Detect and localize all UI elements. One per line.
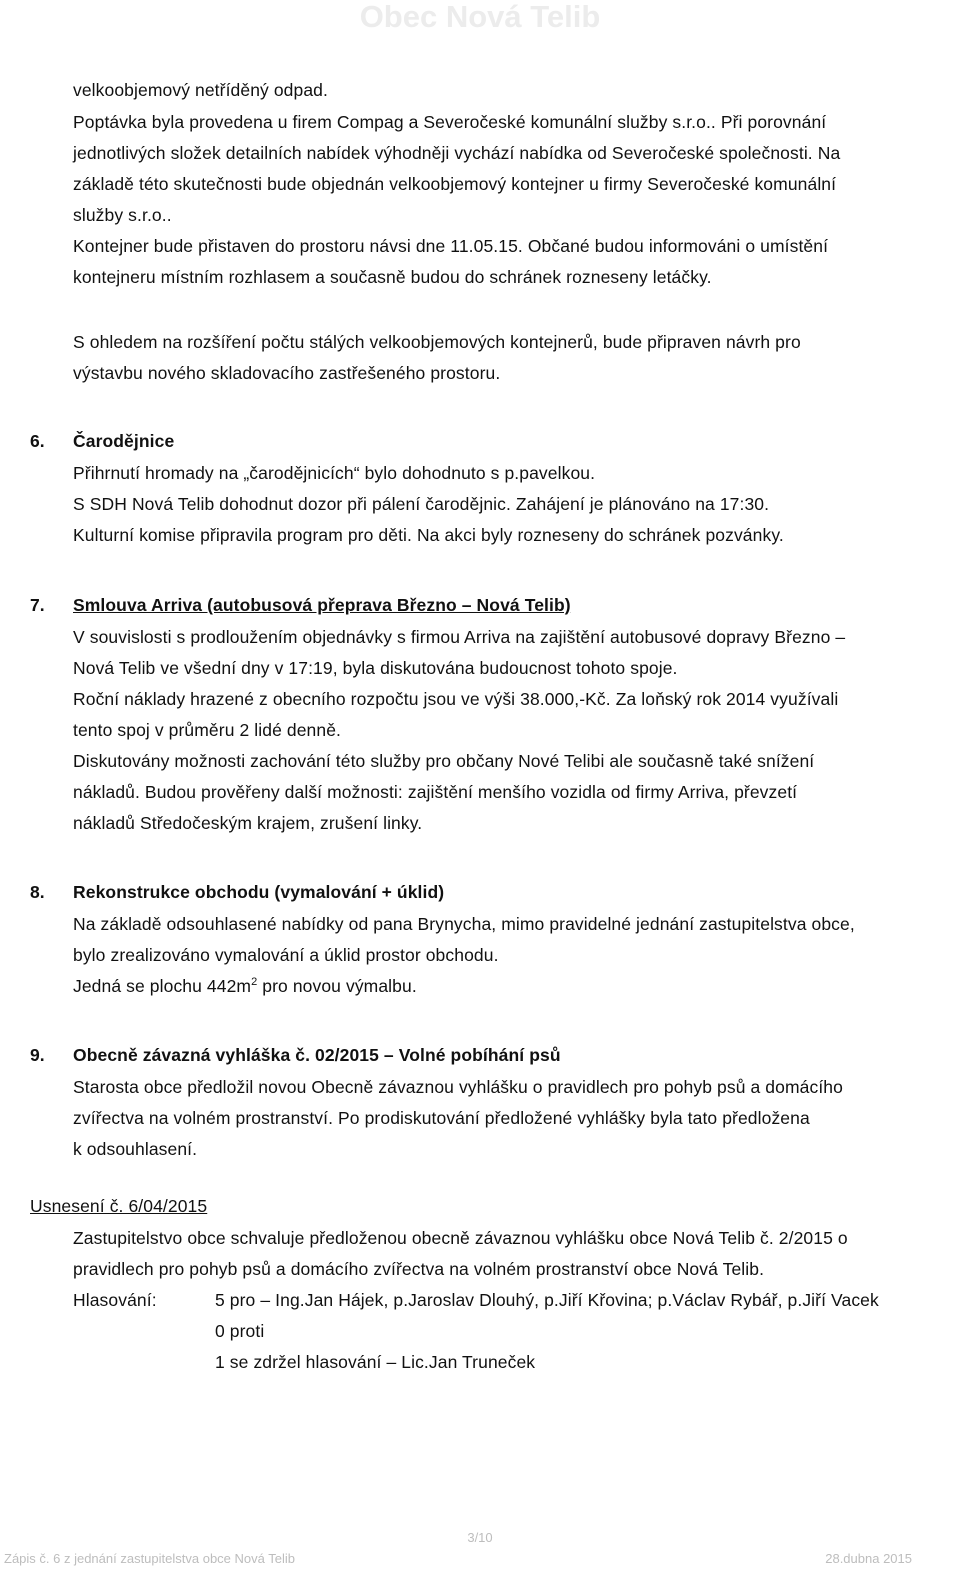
section-6-title: Čarodějnice <box>73 431 175 451</box>
vote-against: 0 proti <box>215 1321 265 1341</box>
section-9-title: Obecně závazná vyhláška č. 02/2015 – Volné pobíhání psů <box>73 1045 561 1065</box>
intro-line-9: výstavbu nového skladovacího zastřešeného prostoru. <box>73 363 501 383</box>
section-9-line-1: Starosta obce předložil novou Obecně závaznou vyhlášku o pravidlech pro pohyb psů a domácího <box>73 1077 843 1097</box>
intro-line-7: kontejneru místním rozhlasem a současně budou do schránek rozneseny letáčky. <box>73 267 712 287</box>
page-header-title: Obec Nová Telib <box>359 0 601 34</box>
section-8-title: Rekonstrukce obchodu (vymalování + úklid) <box>73 882 445 902</box>
intro-line-4: základě této skutečnosti bude objednán velkoobjemový kontejner u firmy Severočeské komunální <box>73 174 837 194</box>
section-7-number: 7. <box>30 595 45 615</box>
section-8-line-1: Na základě odsouhlasené nabídky od pana Brynycha, mimo pravidelné jednání zastupitelstva obce, <box>73 914 855 934</box>
page-number: 3/10 <box>467 1530 493 1545</box>
section-7-line-4: tento spoj v průměru 2 lidé denně. <box>73 720 342 740</box>
intro-line-1: velkoobjemový netříděný odpad. <box>73 80 328 100</box>
section-7-line-1: V souvislosti s prodloužením objednávky s firmou Arriva na zajištění autobusové dopravy Březno – <box>73 627 846 647</box>
intro-line-3: jednotlivých složek detailních nabídek výhodněji vychází nabídka od Severočeské společnosti. Na <box>73 143 841 163</box>
section-6-line-1: Přihrnutí hromady na „čarodějnicích“ bylo dohodnuto s p.pavelkou. <box>73 463 596 483</box>
section-7-line-3: Roční náklady hrazené z obecního rozpočtu jsou ve výši 38.000,-Kč. Za loňský rok 2014 využívali <box>73 689 839 709</box>
resolution-title: Usnesení č. 6/04/2015 <box>30 1196 208 1216</box>
section-6-line-2: S SDH Nová Telib dohodnut dozor při pálení čarodějnic. Zahájení je plánováno na 17:30. <box>73 494 770 514</box>
resolution-line-2: pravidlech pro pohyb psů a domácího zvířectva na volném prostranství obce Nová Telib. <box>73 1259 765 1279</box>
footer-left: Zápis č. 6 z jednání zastupitelstva obce Nová Telib <box>4 1551 295 1566</box>
section-7-line-5: Diskutovány možnosti zachování této služby pro občany Nové Telibi ale současně také snížení <box>73 751 815 771</box>
intro-line-6: Kontejner bude přistaven do prostoru návsi dne 11.05.15. Občané budou informováni o umístění <box>73 236 829 256</box>
intro-line-8: S ohledem na rozšíření počtu stálých velkoobjemových kontejnerů, bude připraven návrh pro <box>73 332 801 352</box>
section-8-line-3 <box>73 975 417 997</box>
vote-for: 5 pro – Ing.Jan Hájek, p.Jaroslav Dlouhý, p.Jiří Křovina; p.Václav Rybář, p.Jiří Vacek <box>215 1290 879 1310</box>
section-8-number: 8. <box>30 882 45 902</box>
section-7-line-2: Nová Telib ve všední dny v 17:19, byla diskutována budoucnost tohoto spoje. <box>73 658 678 678</box>
intro-line-5: služby s.r.o.. <box>73 205 172 225</box>
area-superscript: 2 <box>251 976 258 989</box>
section-7-line-7: nákladů Středočeským krajem, zrušení linky. <box>73 813 423 833</box>
vote-label: Hlasování: <box>73 1290 157 1310</box>
intro-line-2: Poptávka byla provedena u firem Compag a Severočeské komunální služby s.r.o.. Při porovnání <box>73 112 827 132</box>
area-text-end: pro novou výmalbu. <box>257 976 417 996</box>
footer-date: 28.dubna 2015 <box>825 1551 912 1566</box>
section-6-number: 6. <box>30 431 45 451</box>
section-6-line-3: Kulturní komise připravila program pro děti. Na akci byly rozneseny do schránek pozvánky. <box>73 525 784 545</box>
vote-abstain: 1 se zdržel hlasování – Lic.Jan Truneček <box>215 1352 536 1372</box>
section-9-line-3: k odsouhlasení. <box>73 1139 198 1159</box>
area-text: Jedná se plochu 442m <box>73 976 252 996</box>
section-9-line-2: zvířectva na volném prostranství. Po prodiskutování předložené vyhlášky byla tato předložena <box>73 1108 810 1128</box>
section-9-number: 9. <box>30 1045 45 1065</box>
resolution-line-1: Zastupitelstvo obce schvaluje předloženou obecně závaznou vyhlášku obce Nová Telib č. 2/2015 o <box>73 1228 848 1248</box>
section-7-line-6: nákladů. Budou prověřeny další možnosti: zajištění menšího vozidla od firmy Arriva, převzetí <box>73 782 798 802</box>
section-8-line-2: bylo zrealizováno vymalování a úklid prostor obchodu. <box>73 945 499 965</box>
section-7-title: Smlouva Arriva (autobusová přeprava Březno – Nová Telib) <box>73 595 571 615</box>
